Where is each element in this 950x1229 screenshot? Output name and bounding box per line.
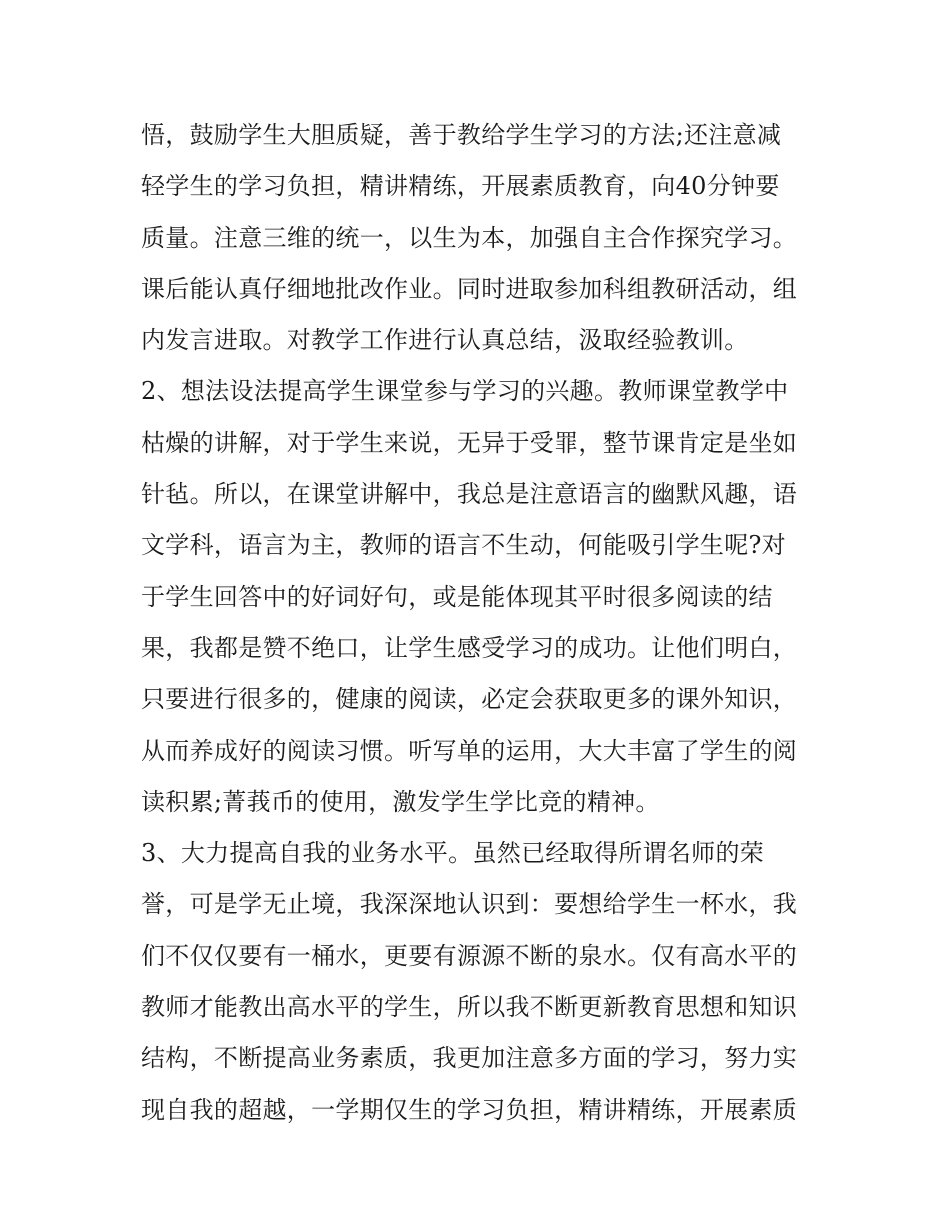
text-line: 们不仅仅要有一桶水，更要有源源不断的泉水。仅有高水平的 [141, 941, 798, 970]
text-line: 于学生回答中的好词好句，或是能体现其平时很多阅读的结 [141, 582, 773, 611]
text-line: 誉，可是学无止境，我深深地认识到：要想给学生一杯水，我 [141, 890, 798, 919]
text-line: 悟，鼓励学生大胆质疑，善于教给学生学习的方法;还注意减 [141, 121, 782, 149]
text-line: 教师才能教出高水平的学生，所以我不断更新教育思想和知识 [141, 993, 798, 1022]
text-line: 内发言进取。对教学工作进行认真总结，汲取经验教训。 [141, 326, 749, 355]
text-line: 只要进行很多的，健康的阅读，必定会获取更多的课外知识， [141, 685, 798, 714]
text-line: 现自我的超越，一学期仅生的学习负担，精讲精练，开展素质 [141, 1095, 798, 1124]
text-line: 枯燥的讲解，对于学生来说，无异于受罪，整节课肯定是坐如 [141, 428, 798, 457]
text-line: 结构，不断提高业务素质，我更加注意多方面的学习，努力实 [141, 1044, 798, 1073]
text-line: 针毡。所以，在课堂讲解中，我总是注意语言的幽默风趣，语 [141, 480, 798, 509]
text-line: 轻学生的学习负担，精讲精练，开展素质教育，向40分钟要 [141, 172, 780, 201]
text-line: 果，我都是赞不绝口，让学生感受学习的成功。让他们明白， [141, 633, 798, 662]
text-line: 2、想法设法提高学生课堂参与学习的兴趣。教师课堂教学中 [141, 377, 789, 406]
body-text [141, 110, 821, 1136]
text-line: 从而养成好的阅读习惯。听写单的运用，大大丰富了学生的阅 [141, 736, 798, 765]
text-line: 质量。注意三维的统一，以生为本，加强自主合作探究学习。 [141, 223, 798, 252]
text-line: 课后能认真仔细地批改作业。同时进取参加科组教研活动，组 [141, 274, 798, 303]
text-line: 文学科，语言为主，教师的语言不生动，何能吸引学生呢?对 [141, 531, 786, 560]
text-line: 3、大力提高自我的业务水平。虽然已经取得所谓名师的荣 [141, 839, 765, 868]
text-line: 读积累;菁莪币的使用，激发学生学比竞的精神。 [141, 787, 660, 816]
